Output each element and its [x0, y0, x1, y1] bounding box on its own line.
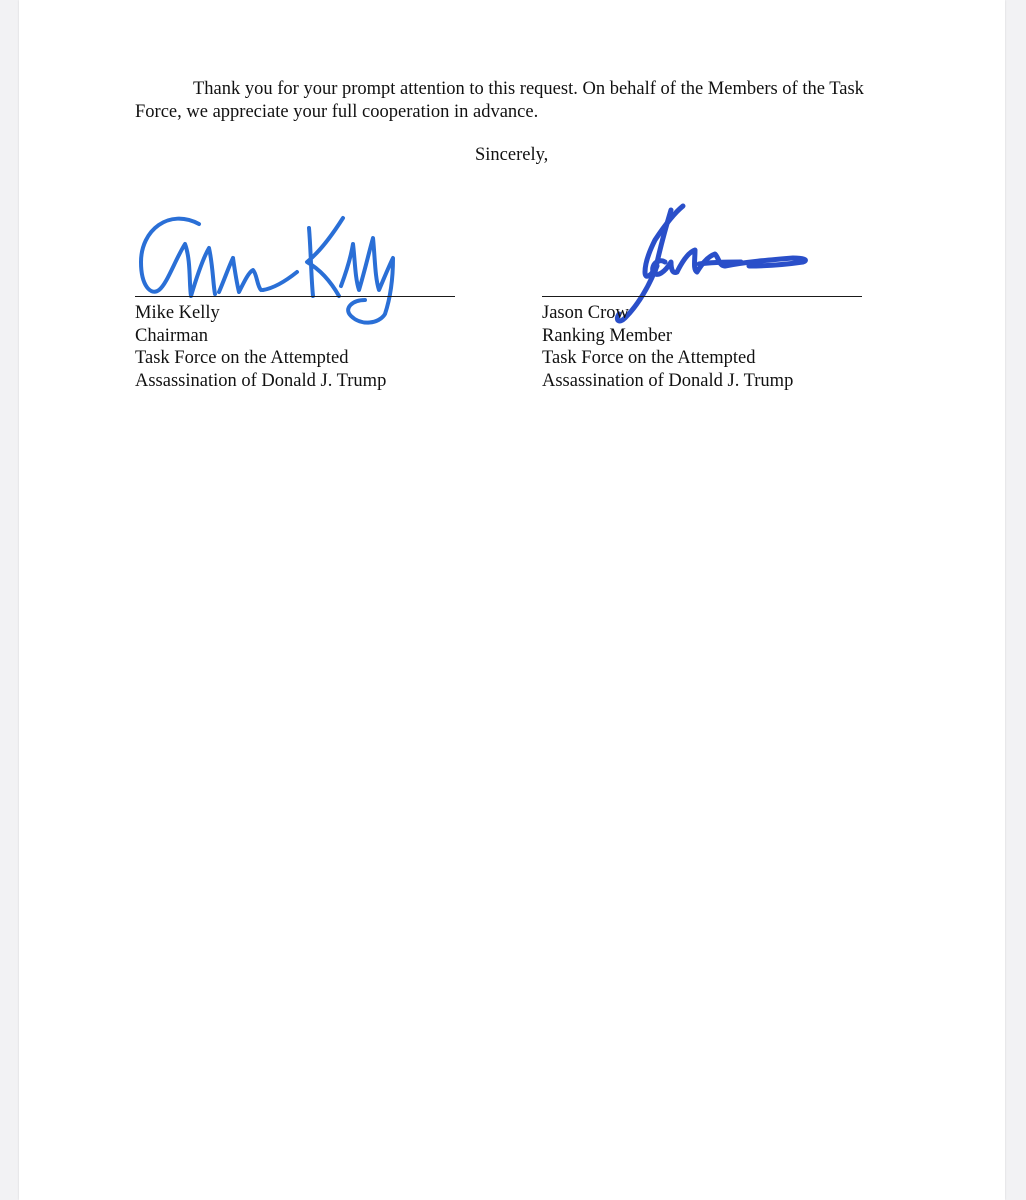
signature-line: [542, 296, 862, 297]
signatory-name: Mike Kelly: [135, 303, 220, 323]
signatory-org-line2: Assassination of Donald J. Trump: [542, 370, 794, 391]
signatory-title: Chairman: [135, 325, 208, 346]
signatory-org-line1: Task Force on the Attempted: [542, 348, 756, 368]
signatory-org-line2: Assassination of Donald J. Trump: [135, 370, 387, 391]
signatory-title: Ranking Member: [542, 325, 672, 346]
sincerely-closing: Sincerely,: [475, 145, 549, 165]
signature-line: [135, 296, 455, 297]
closing-paragraph: Thank you for your prompt attention to this request. On behalf of the Members of the Task Force, we appreciate your full cooperation in advance.: [135, 79, 864, 122]
signatory-org-line1: Task Force on the Attempted: [135, 348, 349, 368]
signatory-name: Jason Crow: [542, 303, 629, 323]
signature-block-kelly: [135, 296, 465, 392]
signature-block-crow: [542, 296, 872, 392]
letter-page: [19, 0, 1005, 1200]
